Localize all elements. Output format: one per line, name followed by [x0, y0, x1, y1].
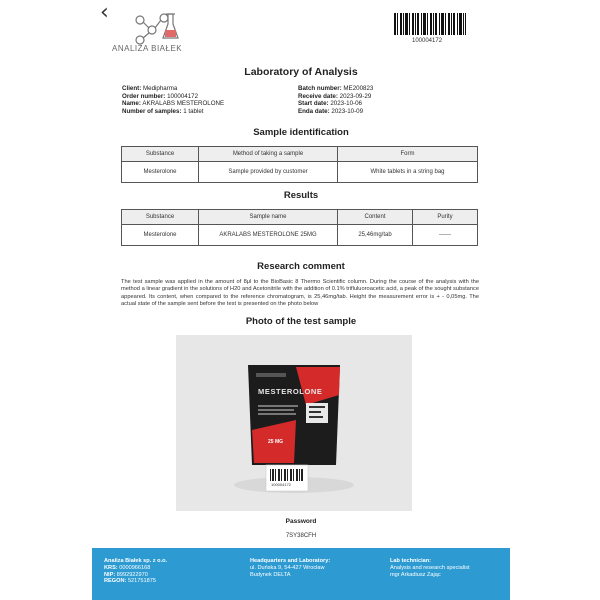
table-cell: 25,46mg/tab: [338, 225, 413, 246]
tech-name: mgr Arkadiusz Zając: [390, 571, 441, 578]
table-header-cell: Substance: [122, 147, 199, 162]
back-chevron-icon[interactable]: ‹: [100, 0, 109, 25]
company-name: Analiza Białek sp. z o.o.: [104, 558, 168, 564]
table-cell: Mesterolone: [122, 225, 199, 246]
barcode-number: 100004172: [412, 38, 443, 44]
client-value: Medipharma: [142, 85, 178, 92]
name-value: AKRALABS MESTEROLONE: [142, 100, 225, 108]
hq-address: ul. Duńska 9, 54-427 Wrocław: [250, 564, 325, 571]
barcode: [394, 13, 466, 35]
order-value: 100004172: [167, 92, 199, 100]
hq-title: Headquarters and Laboratory:: [250, 558, 331, 564]
table-row: [122, 162, 478, 183]
logo-text: ANALIZA BIAŁEK: [112, 44, 183, 53]
sample-photo: [176, 335, 412, 511]
batch-value: ME200823: [343, 85, 374, 92]
regon-value: 521751875: [127, 578, 156, 585]
client-label: Client:: [122, 85, 142, 92]
report-title: Laboratory of Analysis: [244, 66, 358, 78]
samples-label: Number of samples:: [122, 107, 182, 115]
package-label-number: 100004172: [271, 482, 292, 487]
nip-value: 8992922970: [116, 571, 148, 578]
identification-heading: Sample identification: [253, 127, 349, 138]
receive-value: 2023-09-29: [339, 92, 372, 100]
comment-heading: Research comment: [257, 261, 345, 272]
table-header-cell: Method of taking a sample: [199, 147, 338, 162]
table-cell: Sample provided by customer: [199, 162, 338, 183]
krs-value: 0000966168: [119, 564, 151, 571]
table-header-row: [122, 210, 478, 225]
sample-package-image: [176, 335, 412, 511]
table-header-cell: Substance: [122, 210, 199, 225]
batch-label: Batch number:: [298, 85, 342, 92]
table-header-cell: Sample name: [199, 210, 338, 225]
password-value: 7SY38CFH: [285, 533, 317, 539]
photo-heading: Photo of the test sample: [245, 316, 357, 327]
table-cell: AKRALABS MESTEROLONE 25MG: [199, 225, 338, 246]
table-header-row: [122, 147, 478, 162]
footer-headquarters: [250, 558, 330, 578]
table-header-cell: Purity: [413, 210, 478, 225]
table-cell: Mesterolone: [122, 162, 199, 183]
results-table: [121, 209, 478, 246]
table-row: [122, 225, 478, 246]
client-info: [122, 85, 224, 115]
table-header-cell: Form: [338, 147, 478, 162]
end-label: Enda date:: [298, 107, 330, 115]
nip-label: NIP:: [104, 571, 116, 578]
password-label: Password: [285, 518, 317, 525]
receive-label: Receive date:: [298, 92, 338, 100]
start-label: Start date:: [298, 100, 329, 108]
package-brand-text: MESTEROLONE: [258, 387, 323, 396]
order-label: Order number:: [122, 92, 166, 100]
hq-building: Budynek DELTA: [250, 571, 291, 578]
tech-role: Analysis and research specialist: [390, 564, 470, 571]
tech-title: Lab technician:: [390, 558, 432, 564]
table-cell: White tablets in a string bag: [338, 162, 478, 183]
regon-label: REGON:: [104, 578, 127, 585]
footer-company: [104, 558, 167, 585]
name-label: Name:: [122, 100, 141, 108]
comment-text: The test sample was applied in the amount of 8μl to the BioBasic 8 Thermo Scientific column. During the course of the analysis with the method a linear gradient in the solutions of H20 and Acetonitrile with the addition of 0.1% trifluluoroacetic acid, a peak of the sought substance appeared. Its content, when compared to the reference chromatogram, is 25,46mg/tab. Height the measurement error is + - 0,05mg. The actual state of the sample sent before the test is presented on the photo below: [121, 279, 479, 308]
package-dose-text: 25 MG: [268, 439, 284, 445]
krs-label: KRS:: [104, 564, 118, 571]
footer-technician: [390, 558, 470, 578]
samples-value: 1 tablet: [183, 107, 204, 115]
table-cell: ------: [413, 225, 478, 246]
start-value: 2023-10-06: [330, 100, 362, 108]
identification-table: [121, 146, 478, 183]
batch-info: [298, 85, 373, 115]
results-heading: Results: [283, 190, 319, 201]
footer: [92, 548, 510, 600]
end-value: 2023-10-09: [331, 107, 364, 115]
table-header-cell: Content: [338, 210, 413, 225]
